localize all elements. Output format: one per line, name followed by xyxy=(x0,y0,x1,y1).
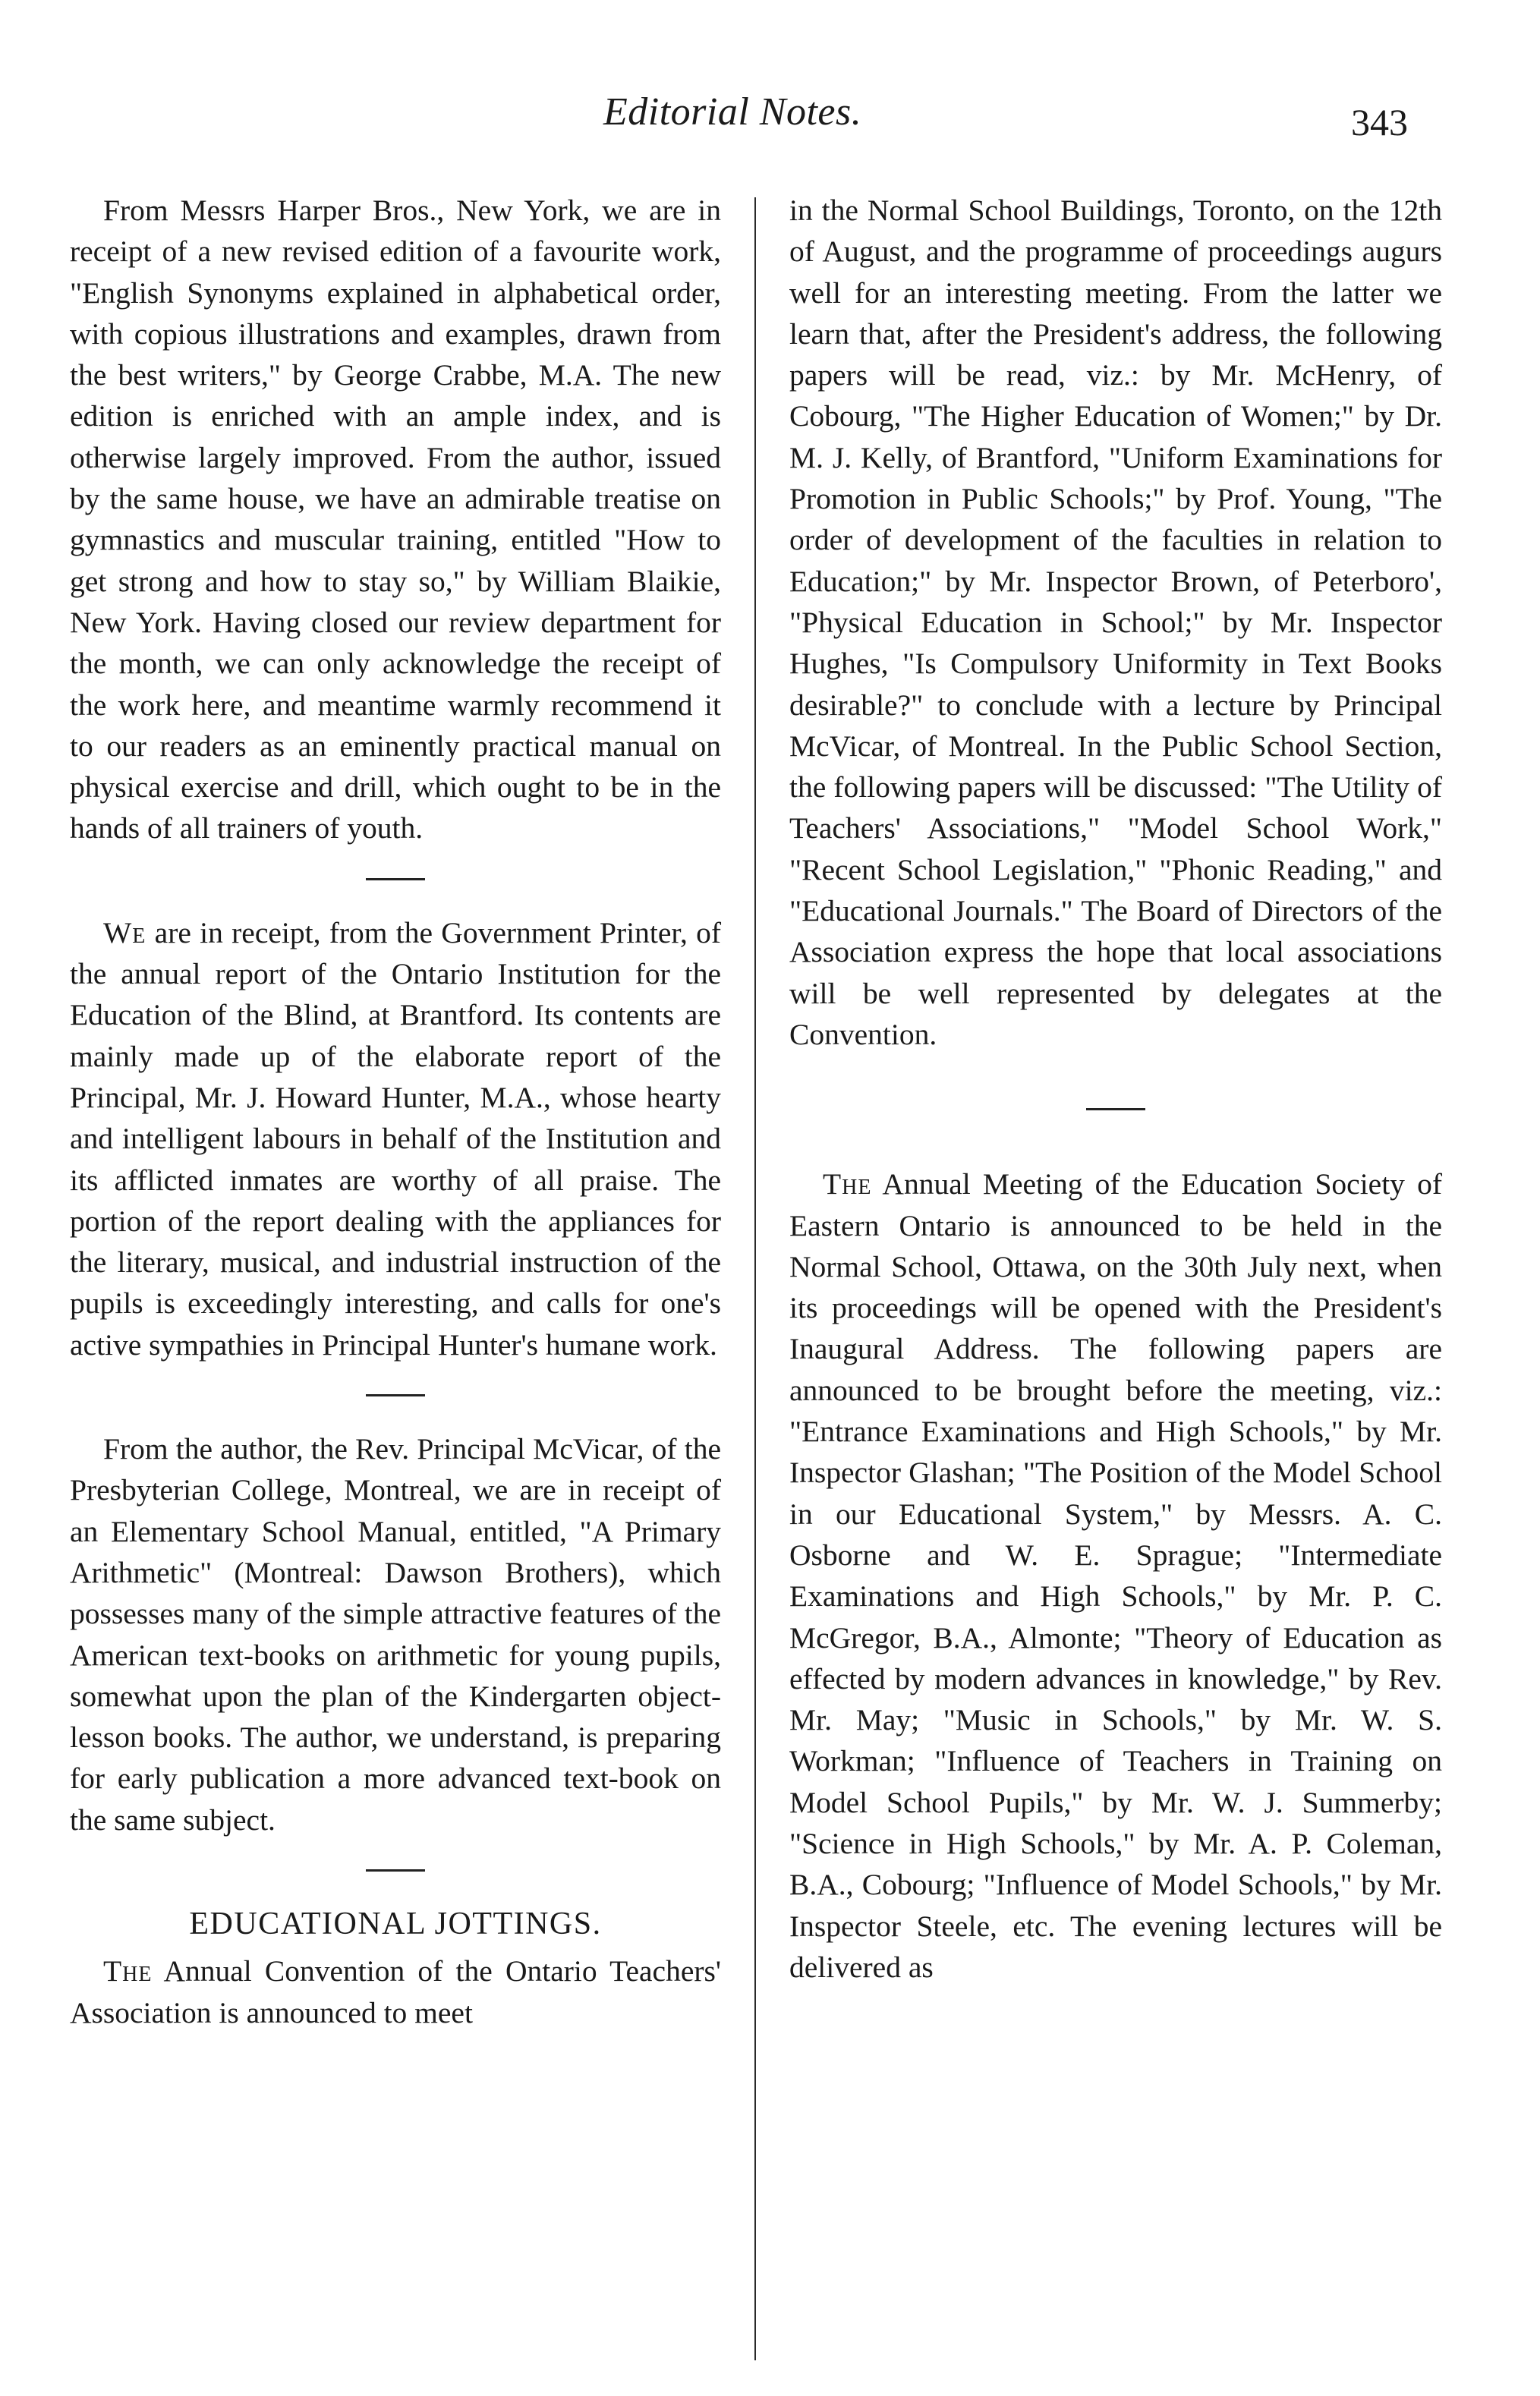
right-column xyxy=(789,190,1442,1988)
section-rule xyxy=(366,1869,425,1872)
column-divider xyxy=(754,197,756,2360)
section-rule xyxy=(366,1394,425,1396)
page-number: 343 xyxy=(1351,101,1408,143)
paragraph-lead-word: The xyxy=(823,1167,872,1201)
running-title: Editorial Notes. xyxy=(603,90,862,134)
paragraph-convention-start xyxy=(70,1950,721,2033)
running-header xyxy=(0,90,1540,143)
paragraph-harper-bros: From Messrs Harper Bros., New York, we are in receipt of a new revised edition of a favourite work, "English Synonyms explained in alphabetical order, with copious illustrations and examples, drawn from the best writers," by George Crabbe, M.A. The new edition is enriched with an ample index, and is otherwise largely improved. From the author, issued by the same house, we have an admirable treatise on gymnastics and muscular training, entitled "How to get strong and how to stay so," by William Blaikie, New York. Having closed our review department for the month, we can only acknowledge the receipt of the work here, and meantime warmly recommend it to our readers as an eminently practical manual on physical exercise and drill, which ought to be in the hands of all trainers of youth. xyxy=(70,194,721,845)
paragraph-body: Annual Convention of the Ontario Teachers' Association is announced to meet xyxy=(70,1954,721,2029)
section-rule xyxy=(1086,1108,1145,1110)
paragraph-convention-continued: in the Normal School Buildings, Toronto, on the 12th of August, and the programme of proceedings augurs well for an interesting meeting. From the latter we learn that, after the President's address, the following papers will be read, viz.: by Mr. McHenry, of Cobourg, "The Higher Education of Women;" by Dr. M. J. Kelly, of Brantford, "Uniform Examinations for Promotion in Public Schools;" by Prof. Young, "The order of development of the faculties in relation to Education;" by Mr. Inspector Brown, of Peterboro', "Physical Education in School;" by Mr. Inspector Hughes, "Is Compulsory Uniformity in Text Books desirable?" to conclude with a lecture by Principal McVicar, of Montreal. In the Public School Section, the following papers will be discussed: "The Utility of Teachers' Associations," "Model School Work," "Recent School Legislation," "Phonic Reading," and "Educational Journals." The Board of Directors of the Association express the hope that local associations will be well represented by delegates at the Convention. xyxy=(789,194,1442,1051)
paragraph-body: are in receipt, from the Government Printer, of the annual report of the Ontario Institution for the Education of the Blind, at Brantford. Its contents are mainly made up of the elaborate report of the Principal, Mr. J. Howard Hunter, M.A., whose hearty and intelligent labours in behalf of the Institution and its afflicted inmates are worthy of all praise. The portion of the report dealing with the appliances for the literary, musical, and industrial instruction of the pupils is exceedingly interesting, and calls for one's active sympathies in Principal Hunter's humane work. xyxy=(70,915,721,1362)
section-rule xyxy=(366,878,425,880)
paragraph-lead-word: We xyxy=(103,915,146,949)
paragraph-body: Annual Meeting of the Education Society of Eastern Ontario is announced to be held in the Normal School, Ottawa, on the 30th July next, when its proceedings will be opened with the President's Inaugural Address. The following papers are announced to be brought before the meeting, viz.: "Entrance Examinations and High Schools," by Mr. Inspector Glashan; "The Position of the Model School in our Educational System," by Messrs. A. C. Osborne and W. E. Sprague; "Intermediate Examinations and High Schools," by Mr. P. C. McGregor, B.A., Almonte; "Theory of Education as effected by modern advances in knowledge," by Rev. Mr. May; "Music in Schools," by Mr. W. S. Workman; "Influence of Teachers in Training on Model School Pupils," by Mr. W. J. Summerby; "Science in High Schools," by Mr. A. P. Coleman, B.A., Cobourg; "Influence of Model Schools," by Mr. Inspector Steele, etc. The evening lectures will be delivered as xyxy=(789,1167,1442,1984)
paragraph-lead-word: The xyxy=(103,1954,153,1988)
paragraph-eastern-ontario-meeting xyxy=(789,1163,1442,1988)
paragraph-ontario-blind-report xyxy=(70,912,721,1365)
paragraph-primary-arithmetic: From the author, the Rev. Principal McVicar, of the Presbyterian College, Montreal, we are in receipt of an Elementary School Manual, entitled, "A Primary Arithmetic" (Montreal: Dawson Brothers), which possesses many of the simple attractive features of the American text-books on arithmetic for young pupils, somewhat upon the plan of the Kindergarten object-lesson books. The author, we understand, is preparing for early publication a more advanced text-book on the same subject. xyxy=(70,1432,721,1837)
left-column xyxy=(70,190,721,2033)
section-heading: EDUCATIONAL JOTTINGS. xyxy=(189,1906,602,1941)
